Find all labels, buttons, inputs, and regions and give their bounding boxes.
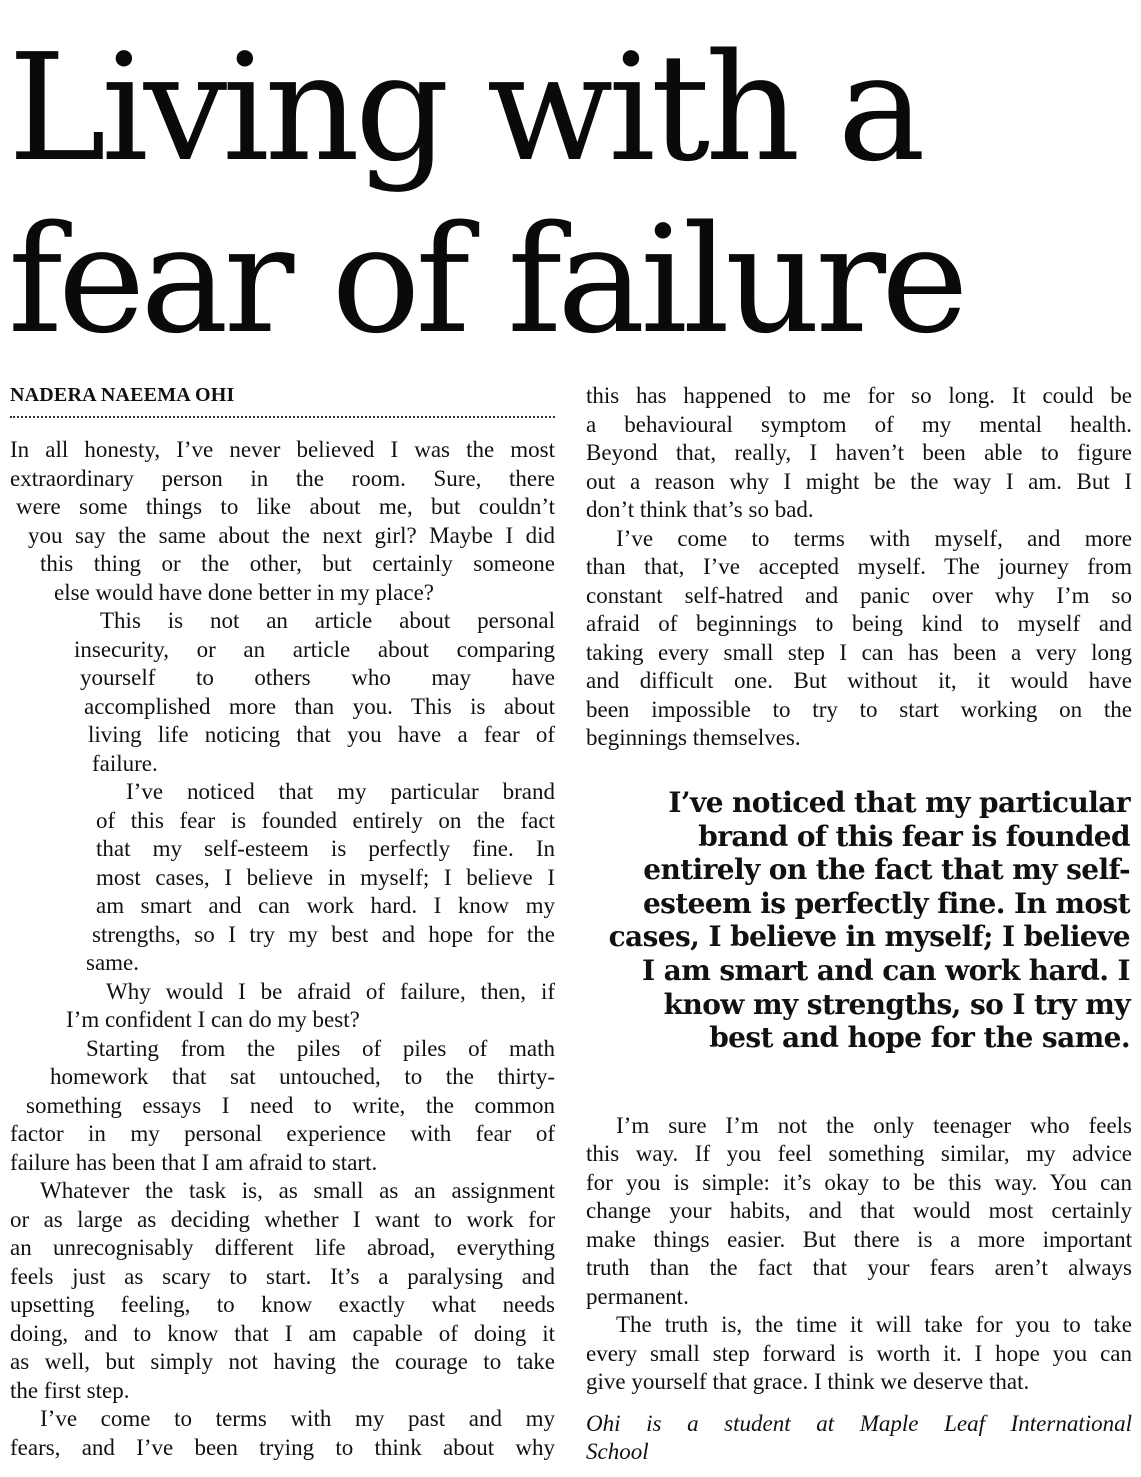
text-line: This is not an article about personal — [100, 608, 555, 633]
pull-quote-line: I am smart and can work hard. I — [642, 953, 1130, 987]
text-line: living life noticing that you have a fear of — [88, 722, 555, 747]
text-line: this thing or the other, but certainly someone — [40, 551, 555, 576]
text-line: strengths, so I try my best and hope for the — [92, 921, 555, 947]
text-line: make things easier. But there is a more important — [586, 1226, 1132, 1252]
text-line: and difficult one. But without it, it would have — [586, 668, 1132, 693]
text-line: I’m confident I can do my best? — [66, 1007, 360, 1032]
text-line: fears, and I’ve been trying to think about why — [10, 1434, 555, 1460]
text-line: I’ve noticed that my particular brand — [126, 779, 555, 804]
text-line: Beyond that, really, I haven’t been able to figure — [586, 440, 1132, 465]
text-line: insecurity, or an article about comparing — [74, 636, 555, 662]
text-line: extraordinary person in the room. Sure, there — [10, 465, 555, 491]
text-line: The truth is, the time it will take for you to take — [616, 1312, 1132, 1337]
text-line: homework that sat untouched, to the thirty- — [50, 1064, 555, 1089]
text-line: same. — [86, 950, 140, 975]
text-line: most cases, I believe in myself; I believe I — [96, 864, 555, 890]
text-line: afraid of beginnings to being kind to myself and — [586, 611, 1132, 636]
text-line: truth than the fact that your fears aren’t always — [586, 1255, 1132, 1280]
text-line: I’ve come to terms with my past and my — [40, 1406, 555, 1431]
text-line: you say the same about the next girl? Maybe I did — [28, 522, 555, 548]
headline — [8, 22, 1138, 366]
text-line: School — [586, 1439, 649, 1464]
text-line: this way. If you feel something similar, my advice — [586, 1141, 1132, 1166]
text-line: of this fear is founded entirely on the fact — [96, 807, 555, 833]
text-line: failure has been that I am afraid to start. — [10, 1149, 378, 1175]
text-line: I’ve come to terms with myself, and more — [616, 525, 1132, 551]
text-line: something essays I need to write, the common — [26, 1092, 555, 1118]
text-line: accomplished more than you. This is about — [84, 693, 555, 719]
article-body-closing — [586, 1112, 1132, 1397]
pull-quote-line: know my strengths, so I try my — [663, 987, 1130, 1021]
text-line: give yourself that grace. I think we deserve that. — [586, 1369, 1030, 1394]
pull-quote-line: I’ve noticed that my particular — [668, 786, 1130, 819]
text-line: this has happened to me for so long. It could be — [586, 383, 1132, 408]
text-line: am smart and can work hard. I know my — [96, 893, 555, 918]
pull-quote-line: entirely on the fact that my self- — [643, 853, 1130, 887]
text-line: a behavioural symptom of my mental health. — [586, 411, 1132, 437]
text-line: else would have done better in my place? — [54, 579, 434, 605]
byline: NADERA NAEEMA OHI — [10, 384, 555, 418]
text-line: factor in my personal experience with fear of — [10, 1121, 555, 1146]
text-line: Whatever the task is, as small as an assignment — [40, 1178, 555, 1203]
headline-line: Living with a — [8, 22, 921, 194]
headline-line: fear of failure — [8, 194, 964, 366]
text-line: that my self-esteem is perfectly fine. In — [96, 836, 555, 861]
text-line: or as large as deciding whether I want to work for — [10, 1206, 555, 1232]
text-line: every small step forward is worth it. I hope you can — [586, 1340, 1132, 1366]
pull-quote-line: best and hope for the same. — [709, 1021, 1130, 1055]
text-line: Starting from the piles of piles of math — [86, 1035, 555, 1061]
text-line: I’m sure I’m not the only teenager who feels — [616, 1112, 1132, 1138]
pull-quote-line: cases, I believe in myself; I believe — [608, 920, 1130, 954]
author-credit — [586, 1410, 1132, 1467]
text-line: the first step. — [10, 1377, 130, 1403]
article-body-continued — [586, 382, 1132, 753]
text-line: don’t think that’s so bad. — [586, 497, 814, 522]
text-line: In all honesty, I’ve never believed I was the most — [10, 437, 555, 462]
text-line: as well, but simply not having the courage to take — [10, 1349, 555, 1374]
text-line: beginnings themselves. — [586, 725, 801, 750]
text-line: feels just as scary to start. It’s a paralysing and — [10, 1263, 555, 1289]
text-line: taking every small step I can has been a very long — [586, 639, 1132, 665]
text-line: upsetting feeling, to know exactly what needs — [10, 1292, 555, 1317]
text-line: Why would I be afraid of failure, then, if — [106, 978, 555, 1004]
pull-quote-line: esteem is perfectly fine. In most — [642, 886, 1130, 920]
text-line: failure. — [92, 750, 158, 776]
pull-quote-line: brand of this fear is founded — [698, 819, 1130, 853]
text-line: out a reason why I might be the way I am. But I — [586, 468, 1132, 494]
text-line: constant self-hatred and panic over why I’m so — [586, 582, 1132, 608]
text-line: for you is simple: it’s okay to be this way. You can — [586, 1169, 1132, 1195]
text-line: doing, and to know that I am capable of doing it — [10, 1320, 555, 1346]
text-line: permanent. — [586, 1283, 689, 1309]
text-line: been impossible to try to start working on the — [586, 696, 1132, 722]
text-line: change your habits, and that would most certainly — [586, 1198, 1132, 1223]
text-line: Ohi is a student at Maple Leaf International — [586, 1410, 1132, 1436]
text-line: than that, I’ve accepted myself. The journey from — [586, 554, 1132, 579]
text-line: were some things to like about me, but couldn’t — [16, 494, 555, 519]
pull-quote — [600, 786, 1130, 1055]
article-column-left — [10, 436, 555, 1462]
text-line: an unrecognisably different life abroad, everything — [10, 1235, 555, 1260]
text-line: yourself to others who may have — [80, 665, 555, 690]
